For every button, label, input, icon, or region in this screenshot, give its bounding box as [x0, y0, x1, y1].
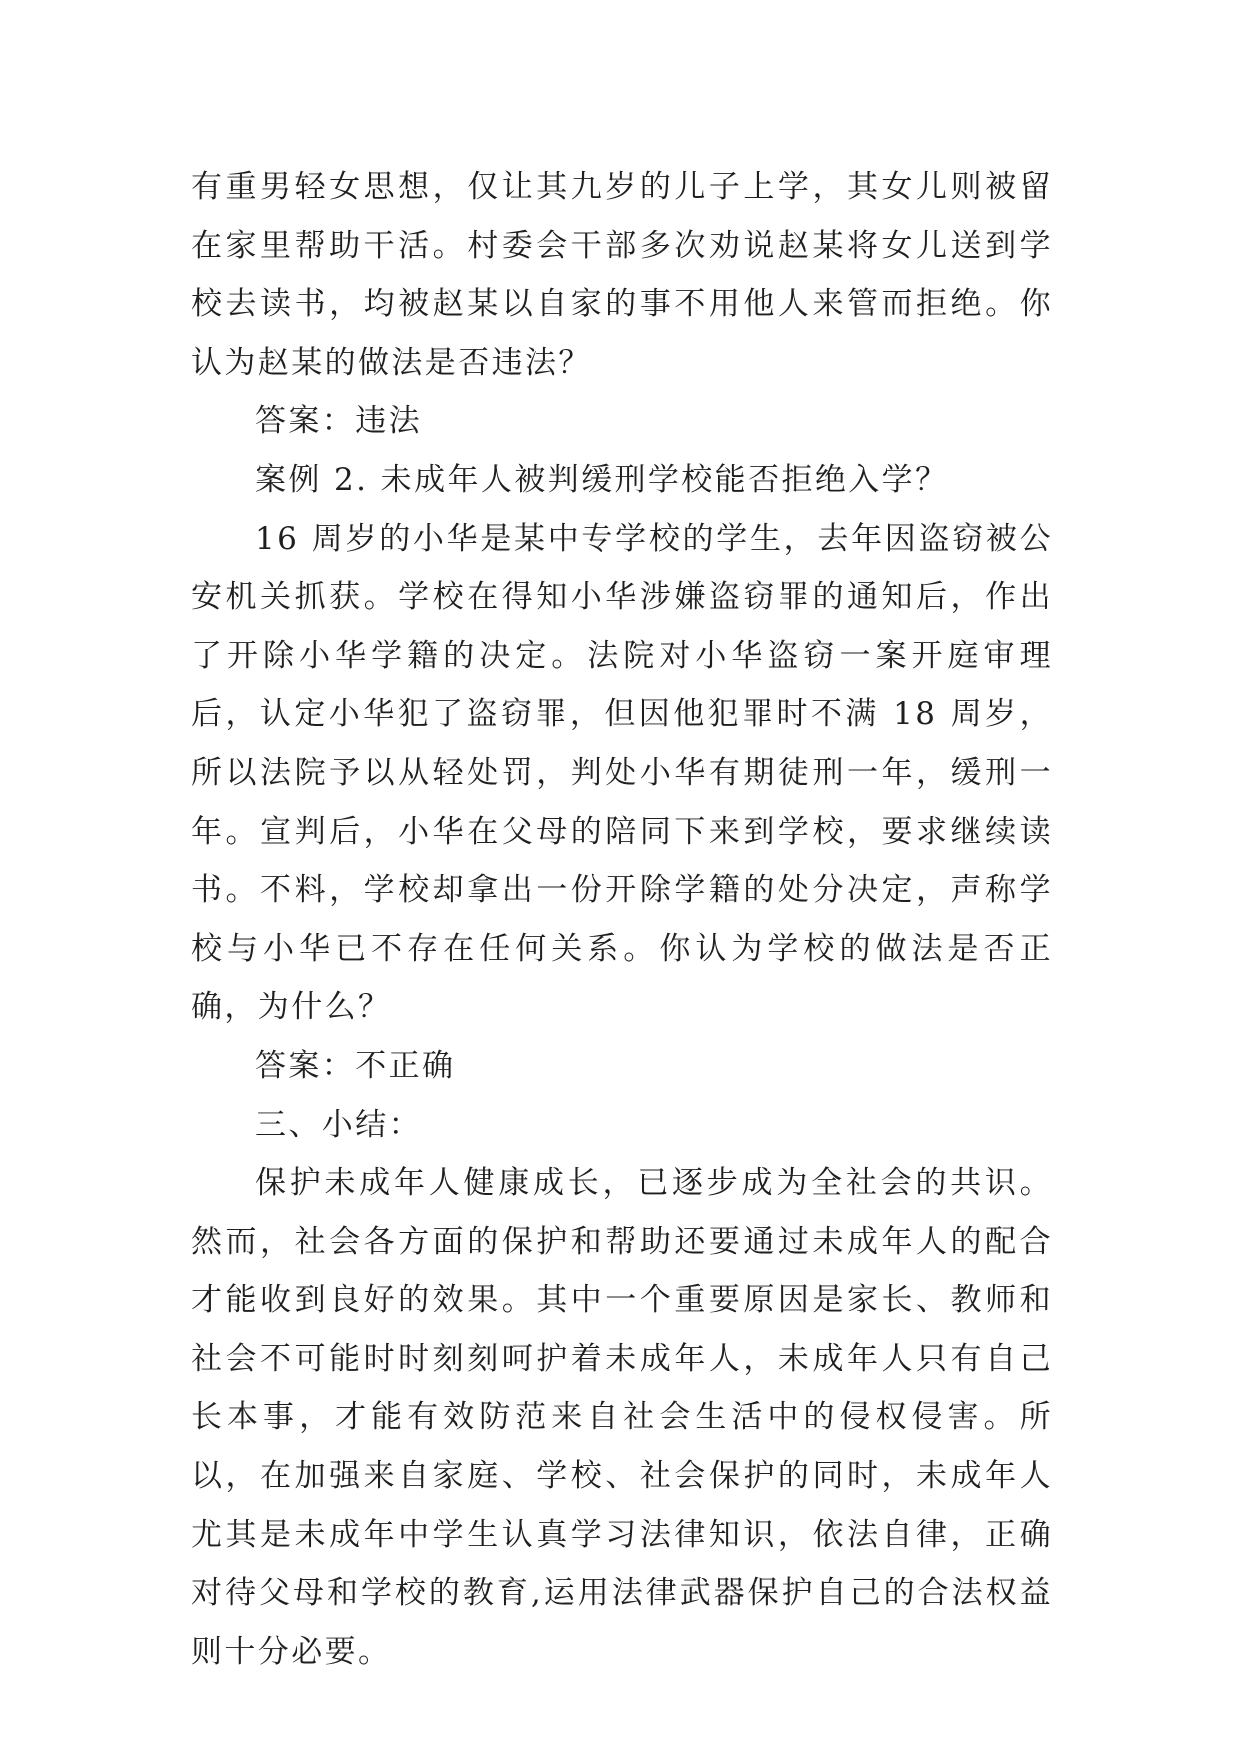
paragraph-case2-title: 案例 2. 未成年人被判缓刑学校能否拒绝入学？: [255, 461, 949, 498]
section-heading-summary: 三、小结：: [255, 1106, 422, 1143]
document-body: [191, 158, 1053, 1681]
paragraph-summary-body: 保护未成年人健康成长，已逐步成为全社会的共识。然而，社会各方面的保护和帮助还要通过未成年人的配合才能收到良好的效果。其中一个重要原因是家长、教师和社会不可能时时刻刻呵护着未成年人，未成年人只有自己长本事，才能有效防范来自社会生活中的侵权侵害。所以，在加强来自家庭、学校、社会保护的同时，未成年人尤其是未成年中学生认真学习法律知识，依法自律，正确对待父母和学校的教育,运用法律武器保护自己的合法权益则十分必要。: [191, 1165, 1053, 1670]
paragraph-case1-continuation: 有重男轻女思想，仅让其九岁的儿子上学，其女儿则被留在家里帮助干活。村委会干部多次劝说赵某将女儿送到学校去读书，均被赵某以自家的事不用他人来管而拒绝。你认为赵某的做法是否违法？: [191, 169, 1053, 381]
paragraph-case2-body: 16 周岁的小华是某中专学校的学生，去年因盗窃被公安机关抓获。学校在得知小华涉嫌盗窃罪的通知后，作出了开除小华学籍的决定。法院对小华盗窃一案开庭审理后，认定小华犯了盗窃罪，但因他犯罪时不满 18 周岁，所以法院予以从轻处罚，判处小华有期徒刑一年，缓刑一年。宣判后，小华在父母的陪同下来到学校，要求继续读书。不料，学校却拿出一份开除学籍的处分决定，声称学校与小华已不存在任何关系。你认为学校的做法是否正确，为什么？: [191, 520, 1053, 1026]
paragraph-answer-1: 答案：违法: [255, 403, 422, 440]
paragraph-answer-2: 答案：不正确: [255, 1047, 456, 1084]
